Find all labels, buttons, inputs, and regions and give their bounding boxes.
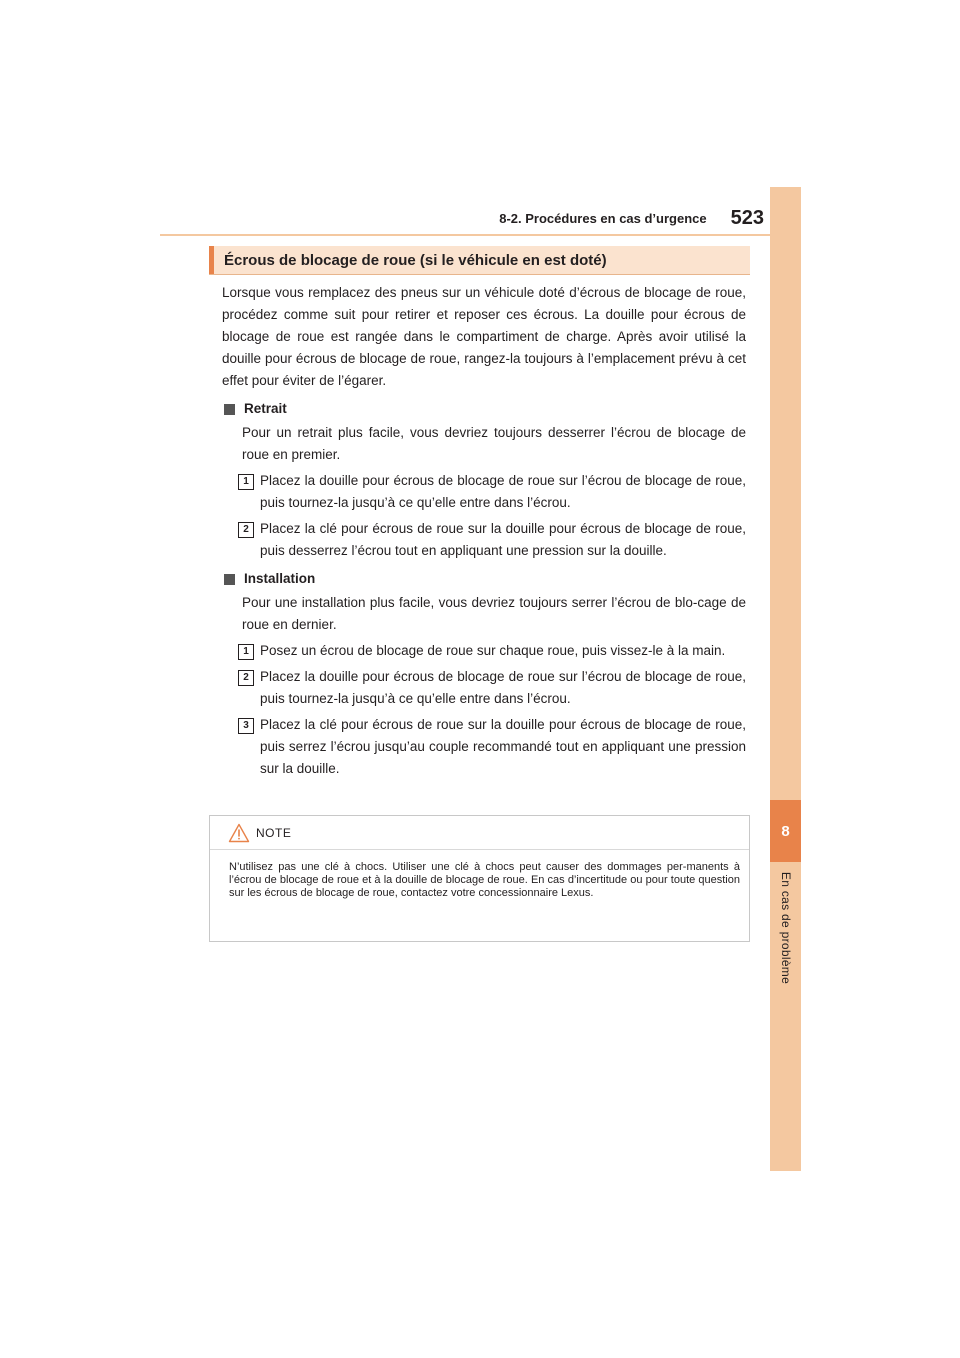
note-header — [228, 824, 291, 842]
warning-triangle-icon — [228, 823, 250, 843]
step-text: Placez la clé pour écrous de roue sur la douille pour écrous de blocage de roue, puis serrez l’écrou jusqu’au couple recommandé tout en appliquant une pression sur la douille. — [260, 717, 746, 776]
chapter-tab-bar — [770, 187, 801, 1171]
square-bullet-icon — [224, 404, 235, 415]
note-text: N’utilisez pas une clé à chocs. Utiliser une clé à chocs peut causer des dommages per-manents à l’écrou de blocage de roue et à la douille de blocage de roue. En cas d’incertitude ou pour toute question sur les écrous de blocage de roue, contactez votre concessionnaire Lexus. — [229, 861, 740, 899]
section-title: Écrous de blocage de roue (si le véhicule en est doté) — [209, 246, 750, 274]
retrait-intro: Pour un retrait plus facile, vous devriez toujours desserrer l’écrou de blocage de roue en premier. — [242, 425, 746, 462]
step-number-badge: 3 — [238, 718, 254, 734]
chapter-number-tab: 8 — [770, 800, 801, 862]
main-content — [222, 282, 746, 782]
step-text: Posez un écrou de blocage de roue sur chaque roue, puis vissez-le à la main. — [260, 643, 726, 658]
header-rule — [160, 234, 801, 236]
header-section-title: 8-2. Procédures en cas d’urgence — [499, 211, 707, 226]
step-text: Placez la clé pour écrous de roue sur la douille pour écrous de blocage de roue, puis desserrez l’écrou tout en appliquant une pression sur la douille. — [260, 521, 746, 558]
installation-step — [238, 666, 746, 710]
installation-step — [238, 714, 746, 780]
retrait-heading-text: Retrait — [244, 401, 287, 416]
note-box — [209, 815, 750, 942]
page-header — [160, 206, 764, 228]
step-number-badge: 1 — [238, 644, 254, 660]
note-divider — [210, 849, 749, 850]
step-number-badge: 1 — [238, 474, 254, 490]
square-bullet-icon — [224, 574, 235, 585]
page-number: 523 — [730, 207, 764, 229]
step-text: Placez la douille pour écrous de blocage de roue sur l’écrou de blocage de roue, puis tournez-la jusqu’à ce qu’elle entre dans l’écrou. — [260, 669, 746, 706]
retrait-step — [238, 470, 746, 514]
step-number-badge: 2 — [238, 670, 254, 686]
note-label: NOTE — [256, 826, 292, 840]
installation-step — [238, 640, 746, 662]
step-number-badge: 2 — [238, 522, 254, 538]
step-text: Placez la douille pour écrous de blocage de roue sur l’écrou de blocage de roue, puis tournez-la jusqu’à ce qu’elle entre dans l’écrou. — [260, 473, 746, 510]
installation-heading — [222, 568, 746, 590]
chapter-label-text: En cas de problème — [779, 871, 793, 985]
retrait-step — [238, 518, 746, 562]
section-title-underline — [209, 274, 750, 275]
intro-paragraph: Lorsque vous remplacez des pneus sur un véhicule doté d’écrous de blocage de roue, procédez comme suit pour retirer et reposer ces écrous. La douille pour écrous de blocage de roue est rangée dans le compartiment de charge. Après avoir utilisé la douille pour écrous de blocage de roue, rangez-la toujours à l’emplacement prévu à cet effet pour éviter de l’égarer. — [222, 285, 746, 388]
installation-intro: Pour une installation plus facile, vous devriez toujours serrer l’écrou de blo-cage de roue en dernier. — [242, 595, 746, 632]
retrait-heading — [222, 398, 746, 420]
installation-heading-text: Installation — [244, 571, 316, 586]
